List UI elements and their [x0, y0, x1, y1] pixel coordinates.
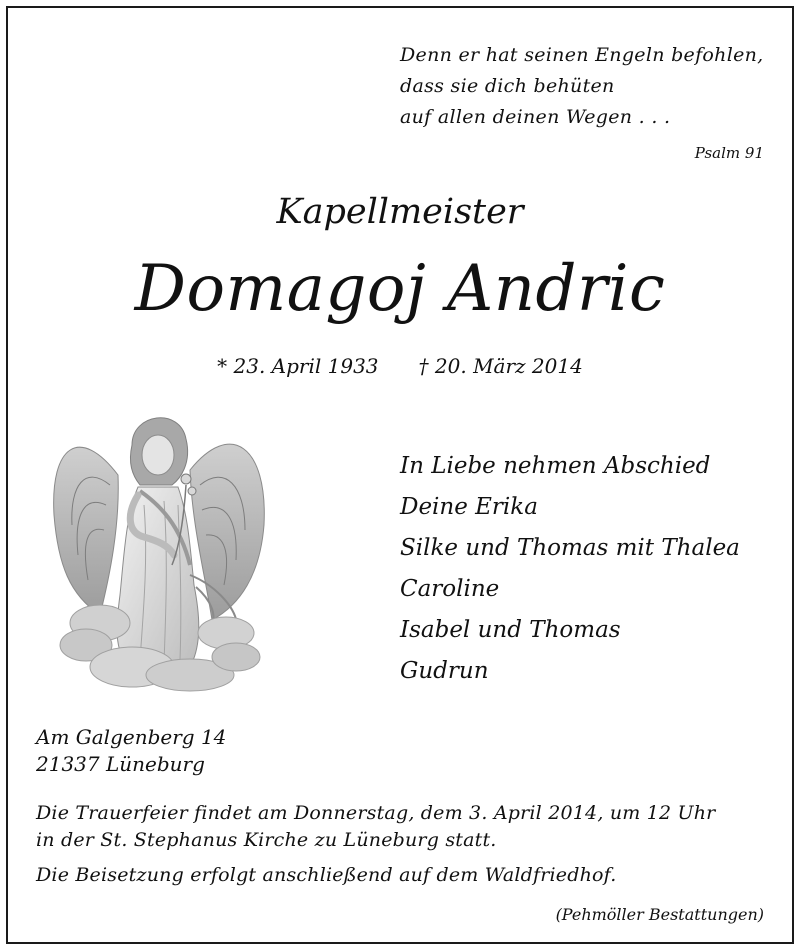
mourner-line: In Liebe nehmen Abschied — [400, 453, 711, 479]
family-address — [36, 724, 226, 778]
death-date: † 20. März 2014 — [418, 354, 583, 378]
bible-verse — [400, 40, 764, 133]
angel-illustration — [40, 405, 275, 695]
deceased-title: Kapellmeister — [276, 192, 524, 232]
ceremony-line: Die Trauerfeier findet am Donnerstag, dem 3. April 2014, um 12 Uhr — [36, 802, 716, 824]
birth-date: * 23. April 1933 — [217, 354, 379, 378]
burial-line: Die Beisetzung erfolgt anschließend auf dem Waldfriedhof. — [36, 864, 617, 886]
verse-source: Psalm 91 — [694, 144, 764, 162]
mourner-line: Silke und Thomas mit Thalea — [400, 535, 740, 561]
mourner-line: Isabel und Thomas — [400, 617, 621, 643]
verse-line: auf allen deinen Wegen . . . — [400, 106, 671, 128]
mourner-line: Gudrun — [400, 658, 489, 684]
deceased-name: Domagoj Andric — [134, 252, 666, 326]
mourner-line: Caroline — [400, 576, 500, 602]
verse-line: dass sie dich behüten — [400, 75, 615, 97]
undertaker-credit: (Pehmöller Bestattungen) — [555, 905, 764, 924]
verse-line: Denn er hat seinen Engeln befohlen, — [400, 44, 764, 66]
life-dates — [0, 354, 800, 378]
address-street: Am Galgenberg 14 — [36, 725, 227, 749]
ceremony-line: in der St. Stephanus Kirche zu Lüneburg statt. — [36, 829, 497, 851]
address-city: 21337 Lüneburg — [36, 752, 205, 776]
mourners-list — [400, 446, 740, 692]
ceremony-info — [36, 800, 766, 889]
mourner-line: Deine Erika — [400, 494, 538, 520]
